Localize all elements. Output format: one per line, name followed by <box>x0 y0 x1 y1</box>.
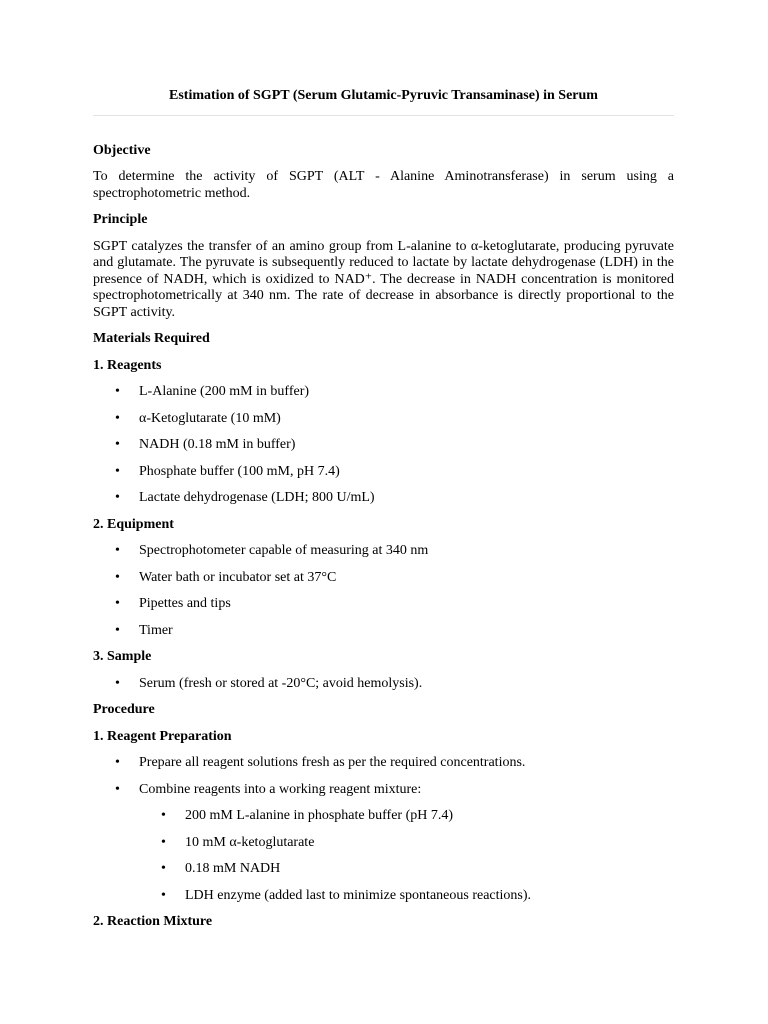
materials-heading: Materials Required <box>93 331 210 346</box>
list-item: • NADH (0.18 mM in buffer) <box>93 437 674 454</box>
list-item: • L-Alanine (200 mM in buffer) <box>93 384 674 401</box>
list-item: • Spectrophotometer capable of measuring at 340 nm <box>93 543 674 560</box>
objective-heading: Objective <box>93 142 151 158</box>
list-item: • Phosphate buffer (100 mM, pH 7.4) <box>93 464 674 481</box>
objective-text: To determine the activity of SGPT (ALT - Alanine Aminotransferase) in serum using a spectrophotometric method. <box>93 169 674 201</box>
page-title: Estimation of SGPT (Serum Glutamic-Pyruvic Transaminase) in Serum <box>93 88 674 116</box>
list-item: • Water bath or incubator set at 37°C <box>93 570 674 587</box>
list-item: • Lactate dehydrogenase (LDH; 800 U/mL) <box>93 490 674 507</box>
reagents-heading: 1. Reagents <box>93 357 162 373</box>
list-item: • Prepare all reagent solutions fresh as per the required concentrations. <box>93 755 674 772</box>
list-item: • Combine reagents into a working reagent mixture: <box>93 782 674 799</box>
list-item: • 10 mM α-ketoglutarate <box>93 835 674 852</box>
principle-text: SGPT catalyzes the transfer of an amino group from L-alanine to α-ketoglutarate, producing pyruvate and glutamate. The pyruvate is subsequently reduced to lactate by lactate dehydrogenase (LDH) in the presence of NADH, which is oxidized to NAD⁺. The decrease in NADH concentration is monitored spectrophotometrically at 340 nm. The rate of decrease in absorbance is directly proportional to the SGPT activity. <box>93 238 674 320</box>
equipment-heading: 2. Equipment <box>93 516 174 532</box>
reaction-mixture-heading: 2. Reaction Mixture <box>93 914 213 929</box>
sample-list <box>93 676 674 693</box>
reagent-mixture-sublist <box>93 808 674 904</box>
sample-heading: 3. Sample <box>93 649 152 664</box>
list-item: • Serum (fresh or stored at -20°C; avoid hemolysis). <box>93 676 674 693</box>
reagents-list <box>93 384 674 507</box>
reagent-prep-list <box>93 755 674 798</box>
reagent-prep-heading: 1. Reagent Preparation <box>93 728 232 744</box>
list-item: • 0.18 mM NADH <box>93 861 674 878</box>
list-item: • α-Ketoglutarate (10 mM) <box>93 411 674 428</box>
procedure-heading: Procedure <box>93 702 155 717</box>
principle-heading: Principle <box>93 212 148 227</box>
equipment-list <box>93 543 674 639</box>
list-item: • Timer <box>93 623 674 640</box>
list-item: • LDH enzyme (added last to minimize spontaneous reactions). <box>93 888 674 905</box>
list-item: • 200 mM L-alanine in phosphate buffer (pH 7.4) <box>93 808 674 825</box>
list-item: • Pipettes and tips <box>93 596 674 613</box>
